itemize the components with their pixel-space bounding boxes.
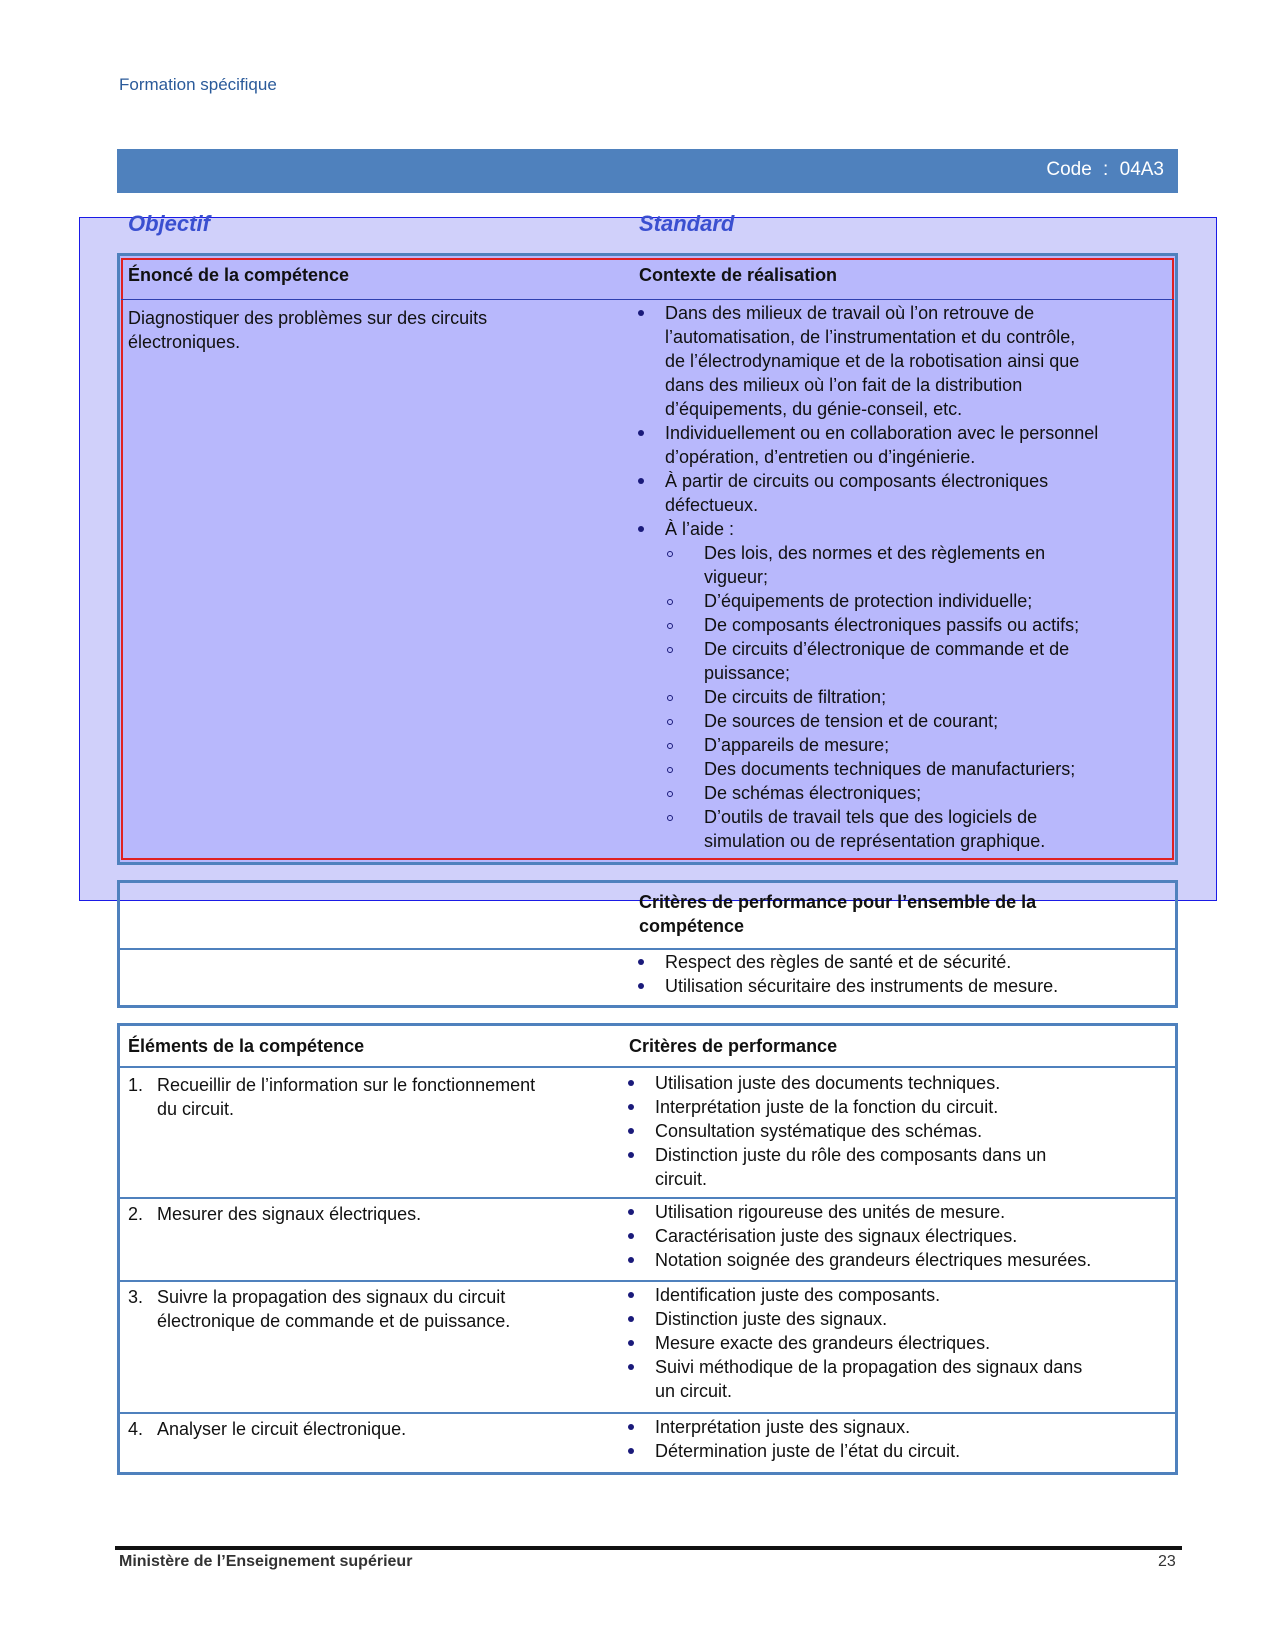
critere-item-line: Suivi méthodique de la propagation des signaux dans <box>655 1357 1083 1377</box>
contexte-subitem-line: vigueur; <box>704 567 769 587</box>
contexte-item-line: défectueux. <box>665 495 759 515</box>
code-bar <box>117 149 1178 193</box>
objectif-heading: Objectif <box>128 211 210 236</box>
sub-bullet-icon <box>667 599 673 605</box>
critere-item-line: Distinction juste des signaux. <box>655 1309 888 1329</box>
sub-bullet-icon <box>667 647 673 653</box>
contexte-item-line: Dans des milieux de travail où l’on retrouve de <box>665 303 1035 323</box>
section-header: Formation spécifique <box>119 75 277 94</box>
contexte-item-line: Individuellement ou en collaboration avec le personnel <box>665 423 1099 443</box>
criteres-ensemble-heading <box>639 890 1036 938</box>
contexte-item-line: d’opération, d’entretien ou d’ingénierie. <box>665 447 976 467</box>
sub-bullet-icon <box>667 767 673 773</box>
element-number: 3. <box>128 1287 144 1307</box>
critere-item-line: Détermination juste de l’état du circuit. <box>655 1441 961 1461</box>
table-divider <box>120 1197 1175 1199</box>
sub-bullet-icon <box>667 719 673 725</box>
bullet-icon <box>628 1364 634 1370</box>
enonce-text-line: électroniques. <box>128 332 241 352</box>
contexte-item-line: À partir de circuits ou composants électroniques <box>665 471 1049 491</box>
bullet-icon <box>638 959 644 965</box>
table-divider <box>120 1280 1175 1282</box>
critere-item-line: Utilisation juste des documents techniques. <box>655 1073 1001 1093</box>
contexte-item-line: dans des milieux où l’on fait de la distribution <box>665 375 1023 395</box>
element-text-line: Recueillir de l’information sur le fonctionnement <box>157 1075 536 1095</box>
bullet-icon <box>628 1128 634 1134</box>
contexte-subitem-line: Des lois, des normes et des règlements en <box>704 543 1046 563</box>
contexte-subitem-line: De composants électroniques passifs ou actifs; <box>704 615 1080 635</box>
critere-item-line: Identification juste des composants. <box>655 1285 941 1305</box>
code-label <box>1046 159 1164 181</box>
criteres-ensemble-item: Respect des règles de santé et de sécurité. <box>665 952 1012 972</box>
bullet-icon <box>638 983 644 989</box>
footer-rule <box>115 1546 1182 1550</box>
critere-item-line: Interprétation juste de la fonction du circuit. <box>655 1097 999 1117</box>
critere-item-line: Notation soignée des grandeurs électriques mesurées. <box>655 1250 1092 1270</box>
critere-item-line: Caractérisation juste des signaux électriques. <box>655 1226 1018 1246</box>
element-text-line: électronique de commande et de puissance. <box>157 1311 511 1331</box>
contexte-item-line: À l’aide : <box>665 519 735 539</box>
contexte-subitem-line: D’appareils de mesure; <box>704 735 890 755</box>
bullet-icon <box>628 1233 634 1239</box>
bullet-icon <box>638 310 644 316</box>
bullet-icon <box>628 1080 634 1086</box>
bullet-icon <box>628 1292 634 1298</box>
criteres-heading: Critères de performance <box>629 1036 838 1056</box>
bullet-icon <box>638 430 644 436</box>
element-text-line: Suivre la propagation des signaux du circuit <box>157 1287 506 1307</box>
element-number: 1. <box>128 1075 144 1095</box>
critere-item-line: circuit. <box>655 1169 708 1189</box>
contexte-subitem-line: De sources de tension et de courant; <box>704 711 999 731</box>
contexte-subitem-line: Des documents techniques de manufacturiers; <box>704 759 1076 779</box>
sub-bullet-icon <box>667 551 673 557</box>
contexte-subitem-line: D’équipements de protection individuelle; <box>704 591 1033 611</box>
element-text-line: Mesurer des signaux électriques. <box>157 1204 422 1224</box>
contexte-subitem-line: De schémas électroniques; <box>704 783 922 803</box>
contexte-item-line: d’équipements, du génie-conseil, etc. <box>665 399 963 419</box>
element-number: 2. <box>128 1204 144 1224</box>
critere-item-line: un circuit. <box>655 1381 733 1401</box>
element-text-line: Analyser le circuit électronique. <box>157 1419 407 1439</box>
contexte-heading: Contexte de réalisation <box>639 265 838 285</box>
criteres-ensemble-item: Utilisation sécuritaire des instruments de mesure. <box>665 976 1059 996</box>
sub-bullet-icon <box>667 695 673 701</box>
contexte-subitem-line: De circuits de filtration; <box>704 687 887 707</box>
sub-bullet-icon <box>667 815 673 821</box>
sub-bullet-icon <box>667 743 673 749</box>
table-divider <box>121 299 1174 300</box>
code-label-text: Code : <box>1046 159 1109 180</box>
bullet-icon <box>628 1104 634 1110</box>
contexte-subitem-line: D’outils de travail tels que des logiciels de <box>704 807 1038 827</box>
enonce-text-line: Diagnostiquer des problèmes sur des circuits <box>128 308 488 328</box>
table-divider <box>120 948 1175 950</box>
table-divider <box>120 1066 1175 1068</box>
element-number: 4. <box>128 1419 144 1439</box>
bullet-icon <box>638 526 644 532</box>
sub-bullet-icon <box>667 623 673 629</box>
bullet-icon <box>628 1340 634 1346</box>
contexte-subitem-line: puissance; <box>704 663 791 683</box>
contexte-item-line: l’automatisation, de l’instrumentation et du contrôle, <box>665 327 1076 347</box>
bullet-icon <box>638 478 644 484</box>
contexte-subitem-line: De circuits d’électronique de commande et de <box>704 639 1070 659</box>
critere-item-line: Distinction juste du rôle des composants dans un <box>655 1145 1047 1165</box>
contexte-subitem-line: simulation ou de représentation graphique. <box>704 831 1046 851</box>
critere-item-line: Utilisation rigoureuse des unités de mesure. <box>655 1202 1006 1222</box>
bullet-icon <box>628 1152 634 1158</box>
criteres-ensemble-heading-line: compétence <box>639 916 745 936</box>
bullet-icon <box>628 1209 634 1215</box>
page-number: 23 <box>1158 1553 1176 1570</box>
sub-bullet-icon <box>667 791 673 797</box>
bullet-icon <box>628 1424 634 1430</box>
element-text-line: du circuit. <box>157 1099 235 1119</box>
critere-item-line: Consultation systématique des schémas. <box>655 1121 983 1141</box>
code-value: 04A3 <box>1119 159 1164 180</box>
critere-item-line: Mesure exacte des grandeurs électriques. <box>655 1333 991 1353</box>
elements-heading: Éléments de la compétence <box>128 1036 365 1056</box>
bullet-icon <box>628 1316 634 1322</box>
footer-ministry: Ministère de l’Enseignement supérieur <box>119 1553 413 1570</box>
contexte-item-line: de l’électrodynamique et de la robotisation ainsi que <box>665 351 1080 371</box>
critere-item-line: Interprétation juste des signaux. <box>655 1417 911 1437</box>
bullet-icon <box>628 1448 634 1454</box>
enonce-heading: Énoncé de la compétence <box>128 265 350 285</box>
criteres-ensemble-heading-line: Critères de performance pour l’ensemble de la <box>639 892 1037 912</box>
table-divider <box>120 1412 1175 1414</box>
bullet-icon <box>628 1257 634 1263</box>
standard-heading: Standard <box>639 211 735 236</box>
enonce-text <box>128 306 487 354</box>
